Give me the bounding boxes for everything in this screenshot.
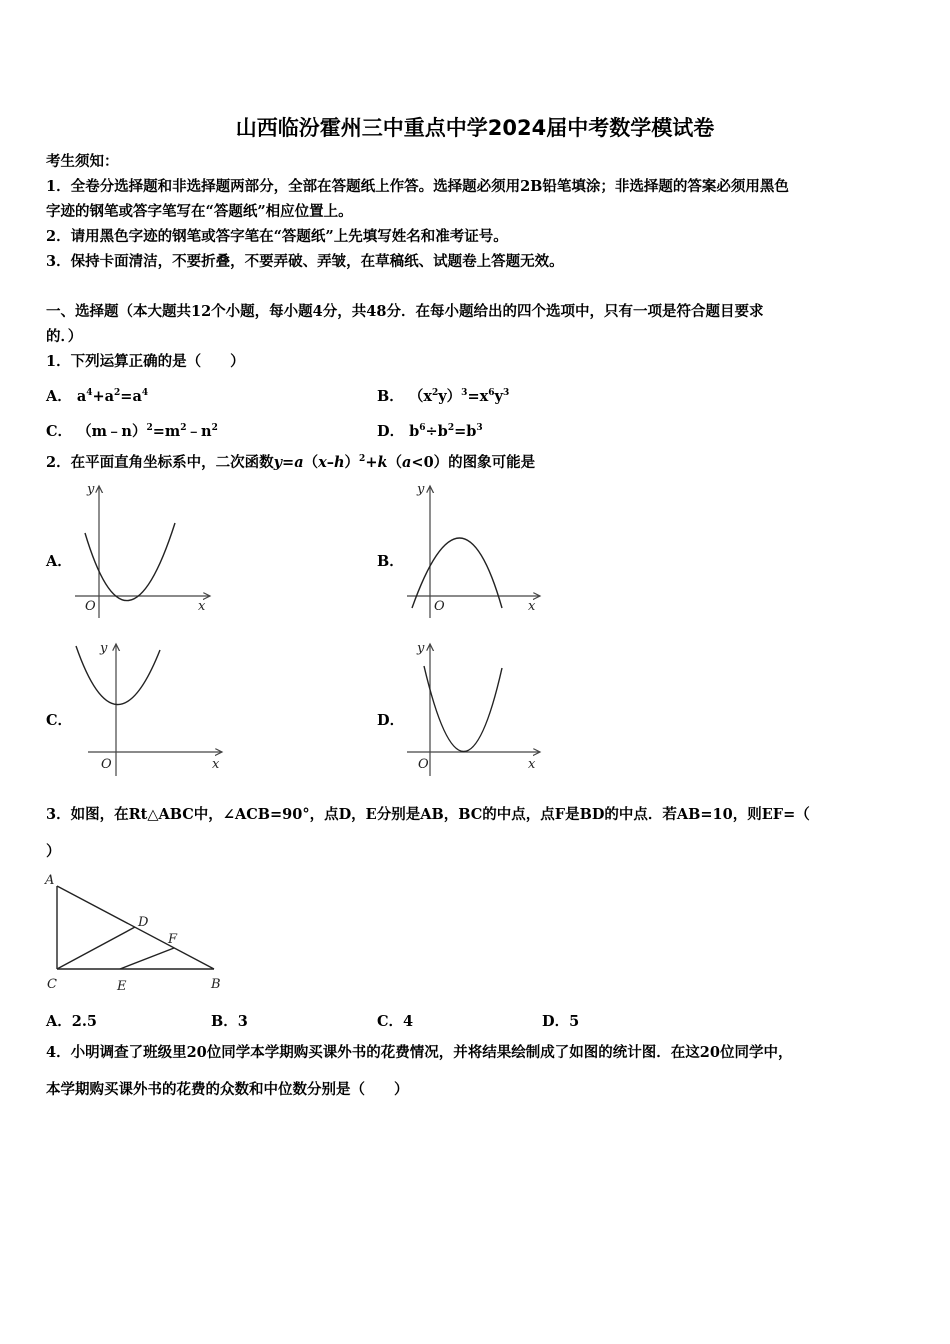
axis-y-label: y bbox=[87, 482, 95, 497]
segment-ef bbox=[120, 948, 174, 969]
parabola-c bbox=[76, 646, 160, 705]
notice-item-1-line-1: 1．全卷分选择题和非选择题两部分，全部在答题纸上作答。选择题必须用2B铅笔填涂；非选择题的答案必须用黑色 bbox=[46, 178, 789, 195]
q2-option-d-label: D． bbox=[377, 712, 405, 729]
q3-stem-line-1: 3．如图，在Rt△ABC中，∠ACB=90°，点D，E分别是AB，BC的中点，点F是BD的中点．若AB=10，则EF=（ bbox=[46, 806, 810, 823]
axis-x-label: x bbox=[528, 599, 536, 614]
q2-stem: 2．在平面直角坐标系中，二次函数$y=a(x-h)^2+k(a<0)$的图象可能是 bbox=[46, 454, 536, 471]
notice-item-2: 2．请用黑色字迹的钢笔或答字笔在“答题纸”上先填写姓名和准考证号。 bbox=[46, 228, 508, 245]
q1-option-b: B． $(x^2y)^3=x^6y^3$ bbox=[377, 388, 510, 405]
segment-cd bbox=[57, 927, 135, 969]
axis-y-label: y bbox=[417, 641, 425, 656]
axis-y-label: y bbox=[417, 482, 425, 497]
page-title: 山西临汾霍州三中重点中学2024届中考数学模试卷 bbox=[235, 116, 715, 140]
axis-y-label: y bbox=[100, 641, 108, 656]
parabola-d bbox=[424, 666, 502, 752]
notice-item-1-line-2: 字迹的钢笔或答字笔写在“答题纸”相应位置上。 bbox=[46, 203, 353, 220]
q2-graph-a bbox=[70, 478, 220, 620]
q3-stem-line-2: ） bbox=[46, 843, 61, 860]
notice-heading: 考生须知： bbox=[46, 153, 119, 170]
label-a: A bbox=[45, 873, 55, 888]
origin-label: O bbox=[101, 757, 112, 772]
parabola-b bbox=[412, 538, 502, 608]
axis-x-label: x bbox=[212, 757, 220, 772]
q3-option-b: B．3 bbox=[211, 1013, 248, 1030]
q4-stem-line-2: 本学期购买课外书的花费的众数和中位数分别是（ ） bbox=[46, 1081, 409, 1098]
q1-option-a: A． $a^4+a^2=a^4$ bbox=[46, 388, 149, 405]
section-heading-line-2: 的．） bbox=[46, 328, 83, 345]
label-b: B bbox=[211, 977, 221, 992]
axis-x-label: x bbox=[198, 599, 206, 614]
origin-label: O bbox=[434, 599, 445, 614]
q2-option-a-label: A． bbox=[46, 553, 72, 570]
axis-x-label: x bbox=[528, 757, 536, 772]
q3-triangle-figure bbox=[40, 866, 232, 998]
label-c: C bbox=[47, 977, 57, 992]
origin-label: O bbox=[85, 599, 96, 614]
q2-graph-b bbox=[402, 478, 552, 620]
q1-option-c: C． $(m﹣n)^2=m^2﹣n^2$ bbox=[46, 423, 218, 440]
q3-option-c: C．4 bbox=[377, 1013, 414, 1030]
label-f: F bbox=[168, 932, 178, 947]
origin-label: O bbox=[418, 757, 429, 772]
q4-stem-line-1: 4．小明调查了班级里20位同学本学期购买课外书的花费情况，并将结果绘制成了如图的统计图．在这20位同学中， bbox=[46, 1044, 793, 1061]
q2-option-c-label: C． bbox=[46, 712, 73, 729]
q2-graph-c bbox=[70, 636, 230, 780]
q3-option-a: A．2.5 bbox=[46, 1013, 97, 1030]
notice-item-3: 3．保持卡面清洁，不要折叠，不要弄破、弄皱，在草稿纸、试题卷上答题无效。 bbox=[46, 253, 564, 270]
q3-option-d: D．5 bbox=[542, 1013, 580, 1030]
q1-stem: 1．下列运算正确的是（ ） bbox=[46, 353, 245, 370]
label-d: D bbox=[138, 915, 149, 930]
section-heading-line-1: 一、选择题（本大题共12个小题，每小题4分，共48分．在每小题给出的四个选项中，只有一项是符合题目要求 bbox=[46, 303, 764, 320]
q2-option-b-label: B． bbox=[377, 553, 404, 570]
q2-graph-d bbox=[402, 636, 552, 780]
q1-option-d: D． $b^6\div b^2=b^3$ bbox=[377, 423, 483, 440]
label-e: E bbox=[117, 979, 127, 994]
